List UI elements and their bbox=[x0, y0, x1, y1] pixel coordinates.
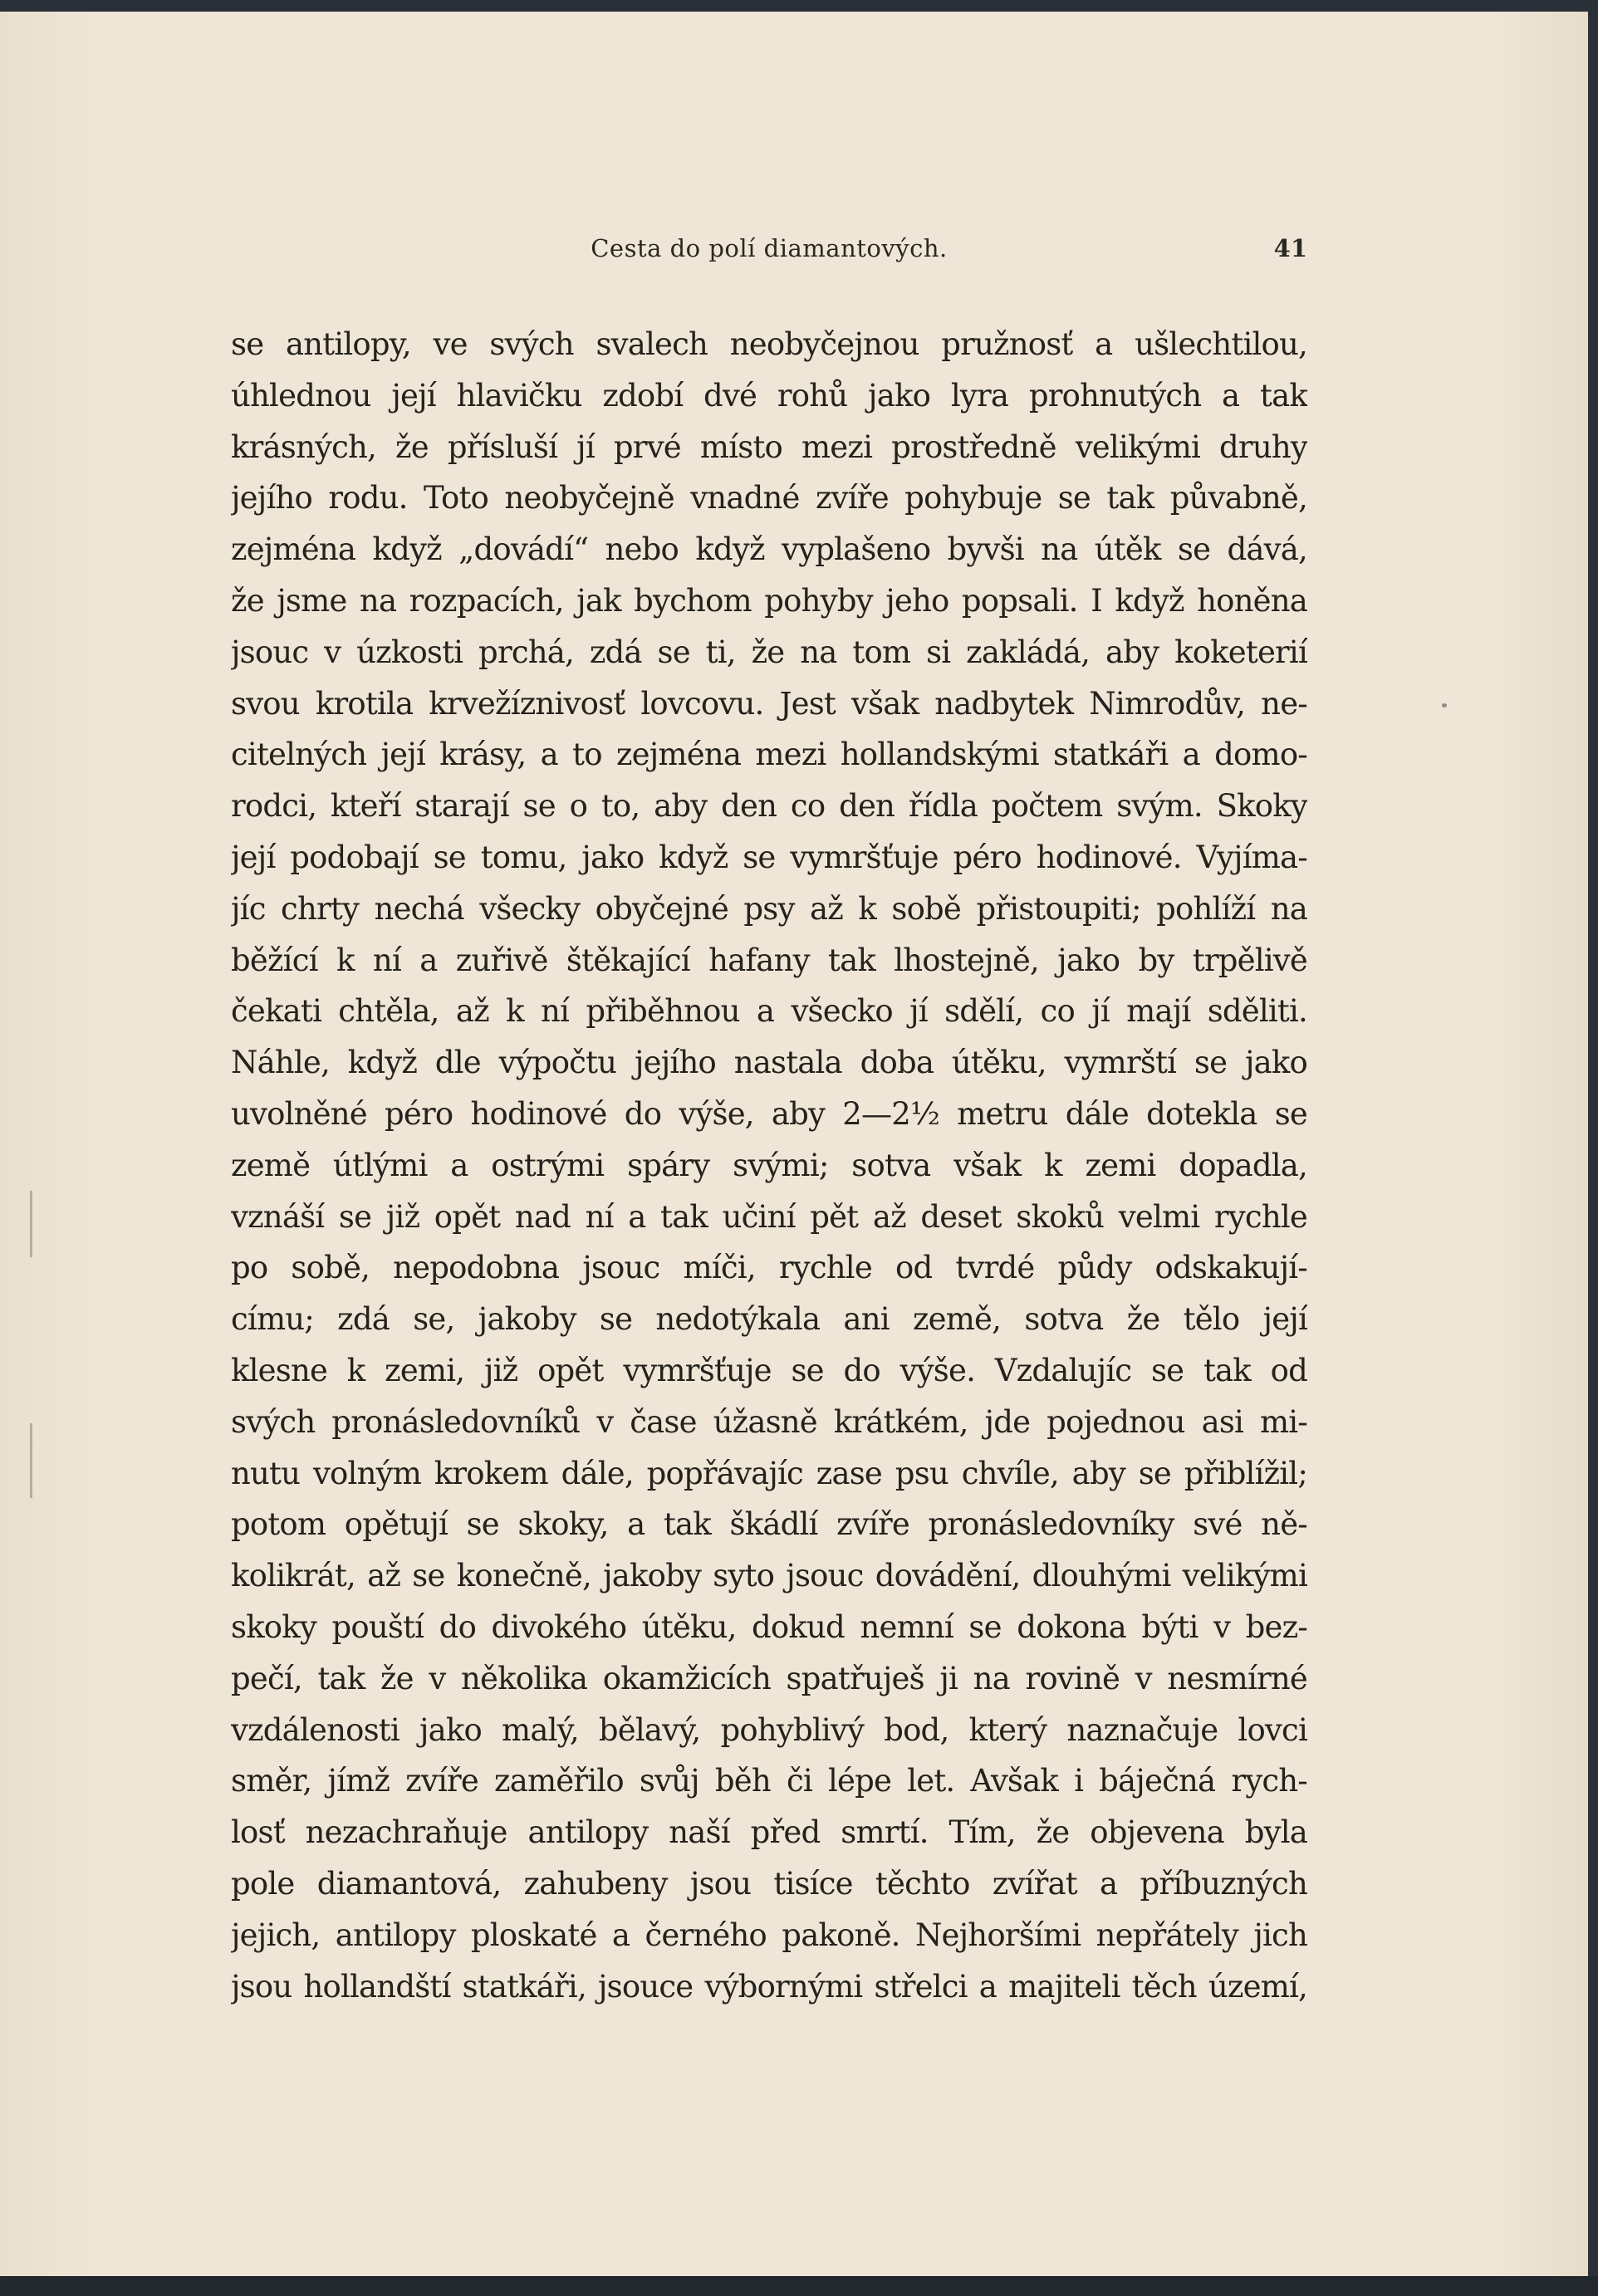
text-line: kolikrát, až se konečně, jakoby syto jsouc dovádění, dlouhými velikými bbox=[231, 1558, 1307, 1594]
text-line: čekati chtěla, až k ní přiběhnou a všecko jí sdělí, co jí mají sděliti. bbox=[231, 993, 1307, 1030]
text-line: země útlými a ostrými spáry svými; sotva však k zemi dopadla, bbox=[231, 1147, 1307, 1183]
text-line: skoky pouští do divokého útěku, dokud nemní se dokona býti v bez- bbox=[231, 1608, 1307, 1645]
text-line: vznáší se již opět nad ní a tak učiní pět až deset skoků velmi rychle bbox=[231, 1198, 1307, 1235]
text-line: se antilopy, ve svých svalech neobyčejnou pružnosť a ušlechtilou, bbox=[231, 326, 1307, 362]
running-head bbox=[231, 234, 1307, 271]
text-line: že jsme na rozpacích, jak bychom pohyby jeho popsali. I když honěna bbox=[231, 582, 1307, 619]
text-line: směr, jímž zvíře zaměřilo svůj běh či lépe let. Avšak i báječná rych- bbox=[231, 1763, 1307, 1799]
text-line: krásných, že přísluší jí prvé místo mezi prostředně velikými druhy bbox=[231, 428, 1307, 465]
text-line: címu; zdá se, jakoby se nedotýkala ani země, sotva že tělo její bbox=[231, 1301, 1307, 1338]
text-line: po sobě, nepodobna jsouc míči, rychle od tvrdé půdy odskakují- bbox=[231, 1250, 1307, 1286]
text-line: vzdálenosti jako malý, bělavý, pohyblivý bod, který naznačuje lovci bbox=[231, 1711, 1307, 1748]
text-line: její podobají se tomu, jako když se vymršťuje péro hodinové. Vyjíma- bbox=[231, 839, 1307, 875]
scan-top-edge bbox=[0, 0, 1598, 12]
page-number: 41 bbox=[1273, 234, 1307, 262]
text-line: běžící k ní a zuřivě štěkající hafany tak lhostejně, jako by trpělivě bbox=[231, 942, 1307, 978]
binding-mark bbox=[30, 1423, 32, 1498]
running-title: Cesta do polí diamantových. bbox=[591, 234, 948, 262]
text-line: úhlednou její hlavičku zdobí dvé rohů jako lyra prohnutých a tak bbox=[231, 377, 1307, 414]
text-line: pole diamantová, zahubeny jsou tisíce těchto zvířat a příbuzných bbox=[231, 1865, 1307, 1902]
book-page bbox=[0, 12, 1588, 2276]
text-line: citelných její krásy, a to zejména mezi hollandskými statkáři a domo- bbox=[231, 737, 1307, 773]
text-line: svých pronásledovníků v čase úžasně krátkém, jde pojednou asi mi- bbox=[231, 1403, 1307, 1440]
text-line: nutu volným krokem dále, popřávajíc zase psu chvíle, aby se přiblížil; bbox=[231, 1455, 1307, 1491]
text-line: jsouc v úzkosti prchá, zdá se ti, že na tom si zakládá, aby koketerií bbox=[231, 634, 1307, 670]
text-line: losť nezachraňuje antilopy naší před smrtí. Tím, že objevena byla bbox=[231, 1814, 1307, 1851]
text-line: Náhle, když dle výpočtu jejího nastala doba útěku, vymrští se jako bbox=[231, 1045, 1307, 1081]
page-bottom-edge bbox=[0, 2276, 1598, 2296]
text-line: zejména když „dovádí“ nebo když vyplašeno byvši na útěk se dává, bbox=[231, 531, 1307, 568]
text-line: klesne k zemi, již opět vymršťuje se do výše. Vzdalujíc se tak od bbox=[231, 1352, 1307, 1388]
text-line: svou krotila krvežíznivosť lovcovu. Jest však nadbytek Nimrodův, ne- bbox=[231, 685, 1307, 722]
text-line: jíc chrty nechá všecky obyčejné psy až k sobě přistoupiti; pohlíží na bbox=[231, 890, 1307, 927]
binding-mark bbox=[30, 1191, 32, 1257]
text-line: rodci, kteří starají se o to, aby den co den řídla počtem svým. Skoky bbox=[231, 788, 1307, 825]
text-line: jejího rodu. Toto neobyčejně vnadné zvíře pohybuje se tak půvabně, bbox=[231, 480, 1307, 516]
text-line: potom opětují se skoky, a tak škádlí zvíře pronásledovníky své ně- bbox=[231, 1506, 1307, 1543]
text-line: pečí, tak že v několika okamžicích spatřuješ ji na rovině v nesmírné bbox=[231, 1660, 1307, 1696]
text-line: uvolněné péro hodinové do výše, aby 2—2½ metru dále dotekla se bbox=[231, 1095, 1307, 1132]
body-text bbox=[231, 319, 1307, 2012]
page-right-shadow bbox=[1588, 12, 1598, 2296]
text-line: jsou hollandští statkáři, jsouce výbornými střelci a majiteli těch území, bbox=[231, 1968, 1307, 2005]
ink-speck bbox=[1442, 703, 1447, 707]
text-line: jejich, antilopy ploskaté a černého pakoně. Nejhoršími nepřátely jich bbox=[231, 1917, 1307, 1953]
